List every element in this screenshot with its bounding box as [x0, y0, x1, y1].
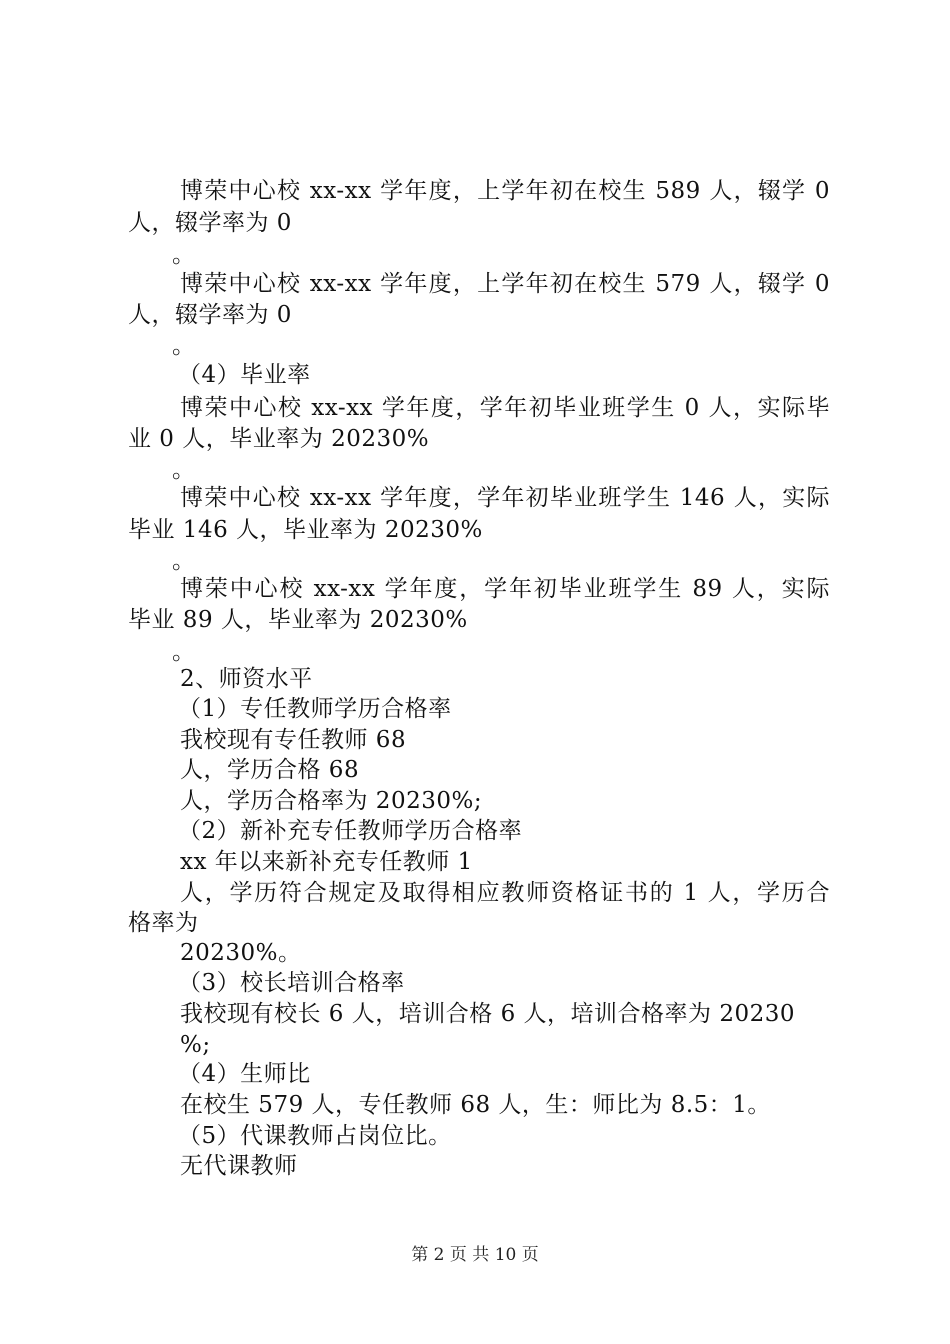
- paragraph-line: xx 年以来新补充专任教师 1: [180, 849, 473, 875]
- paragraph-line: 。: [172, 242, 196, 268]
- paragraph-line: 人，学历合格率为 20230%;: [180, 788, 483, 814]
- paragraph-line: 毕业 146 人，毕业率为 20230%: [128, 517, 483, 543]
- subsection-heading: （3）校长培训合格率: [178, 970, 405, 996]
- paragraph-line: 人，学历符合规定及取得相应教师资格证书的 1 人，学历合: [180, 880, 830, 906]
- paragraph-line: 。: [172, 548, 196, 574]
- section-heading: 2、师资水平: [180, 666, 313, 692]
- paragraph-line: 博荣中心校 xx-xx 学年度，上学年初在校生 579 人，辍学 0: [180, 271, 830, 297]
- paragraph-line: 20230%。: [180, 940, 302, 966]
- paragraph-line: 。: [172, 333, 196, 359]
- subsection-heading: （4）生师比: [178, 1061, 311, 1087]
- paragraph-line: 。: [172, 457, 196, 483]
- paragraph-line: 博荣中心校 xx-xx 学年度，学年初毕业班学生 0 人，实际毕: [180, 395, 830, 421]
- page-number-footer: 第 2 页 共 10 页: [411, 1245, 539, 1265]
- subsection-heading: （1）专任教师学历合格率: [178, 696, 452, 722]
- paragraph-line: 博荣中心校 xx-xx 学年度，学年初毕业班学生 146 人，实际: [180, 485, 830, 511]
- paragraph-line: 我校现有专任教师 68: [180, 727, 407, 753]
- paragraph-line: 博荣中心校 xx-xx 学年度，学年初毕业班学生 89 人，实际: [180, 576, 830, 602]
- section-heading: （4）毕业率: [178, 362, 311, 388]
- paragraph-line: %;: [180, 1032, 211, 1058]
- paragraph-line: 无代课教师: [180, 1153, 298, 1179]
- paragraph-line: 格率为: [128, 910, 199, 936]
- paragraph-line: 毕业 89 人，毕业率为 20230%: [128, 607, 468, 633]
- subsection-heading: （5）代课教师占岗位比。: [178, 1123, 452, 1149]
- paragraph-line: 人，学历合格 68: [180, 757, 360, 783]
- paragraph-line: 在校生 579 人，专任教师 68 人，生：师比为 8.5：1。: [180, 1092, 771, 1118]
- paragraph-line: 博荣中心校 xx-xx 学年度，上学年初在校生 589 人，辍学 0: [180, 178, 830, 204]
- paragraph-line: 人，辍学率为 0: [128, 302, 292, 328]
- paragraph-line: 业 0 人，毕业率为 20230%: [128, 426, 430, 452]
- paragraph-line: 我校现有校长 6 人，培训合格 6 人，培训合格率为 20230: [180, 1001, 795, 1027]
- paragraph-line: 。: [172, 639, 196, 665]
- subsection-heading: （2）新补充专任教师学历合格率: [178, 818, 523, 844]
- paragraph-line: 人，辍学率为 0: [128, 210, 292, 236]
